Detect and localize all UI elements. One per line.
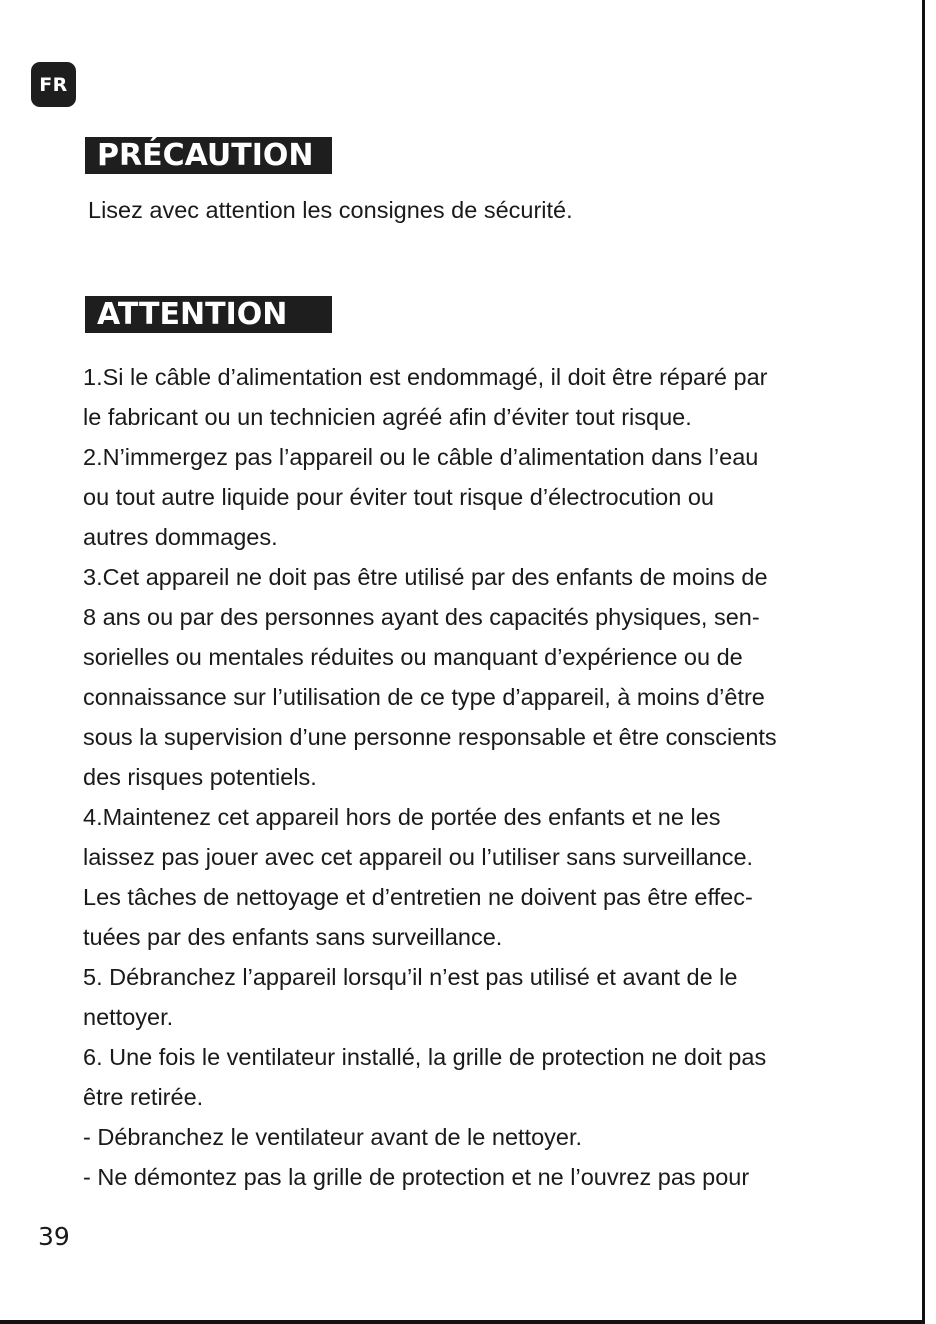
attention-line: le fabricant ou un technicien agréé afin d’éviter tout risque. bbox=[83, 404, 692, 430]
language-badge: FR bbox=[31, 62, 76, 107]
attention-line: laissez pas jouer avec cet appareil ou l’utiliser sans surveillance. bbox=[83, 844, 754, 870]
attention-line: tuées par des enfants sans surveillance. bbox=[83, 924, 503, 950]
attention-line: 2.N’immergez pas l’appareil ou le câble d’alimentation dans l’eau bbox=[83, 444, 759, 470]
attention-line: 4.Maintenez cet appareil hors de portée des enfants et ne les bbox=[83, 804, 721, 830]
attention-body bbox=[83, 357, 883, 1197]
attention-line: 1.Si le câble d’alimentation est endommagé, il doit être réparé par bbox=[83, 364, 768, 390]
attention-line: 8 ans ou par des personnes ayant des capacités physiques, sen- bbox=[83, 604, 760, 630]
attention-line: ou tout autre liquide pour éviter tout risque d’électrocution ou bbox=[83, 484, 714, 510]
attention-line: 6. Une fois le ventilateur installé, la grille de protection ne doit pas bbox=[83, 1044, 767, 1070]
page-number: 39 bbox=[38, 1222, 70, 1251]
attention-line: Les tâches de nettoyage et d’entretien ne doivent pas être effec- bbox=[83, 884, 753, 910]
attention-line: des risques potentiels. bbox=[83, 764, 317, 790]
attention-line: - Ne démontez pas la grille de protection et ne l’ouvrez pas pour bbox=[83, 1164, 750, 1190]
page-edge-right-rule bbox=[922, 0, 925, 1324]
attention-line: sorielles ou mentales réduites ou manquant d’expérience ou de bbox=[83, 644, 743, 670]
attention-line: - Débranchez le ventilateur avant de le nettoyer. bbox=[83, 1124, 583, 1150]
attention-line: autres dommages. bbox=[83, 524, 278, 550]
page-edge-bottom-rule bbox=[0, 1320, 925, 1324]
attention-line: être retirée. bbox=[83, 1084, 204, 1110]
attention-heading: ATTENTION bbox=[85, 296, 332, 333]
attention-line: 3.Cet appareil ne doit pas être utilisé par des enfants de moins de bbox=[83, 564, 768, 590]
attention-line: sous la supervision d’une personne responsable et être conscients bbox=[83, 724, 777, 750]
attention-line: 5. Débranchez l’appareil lorsqu’il n’est pas utilisé et avant de le bbox=[83, 964, 738, 990]
precaution-heading: PRÉCAUTION bbox=[85, 137, 332, 174]
attention-line: nettoyer. bbox=[83, 1004, 174, 1030]
precaution-intro: Lisez avec attention les consignes de sécurité. bbox=[88, 197, 573, 223]
attention-line: connaissance sur l’utilisation de ce type d’appareil, à moins d’être bbox=[83, 684, 765, 710]
